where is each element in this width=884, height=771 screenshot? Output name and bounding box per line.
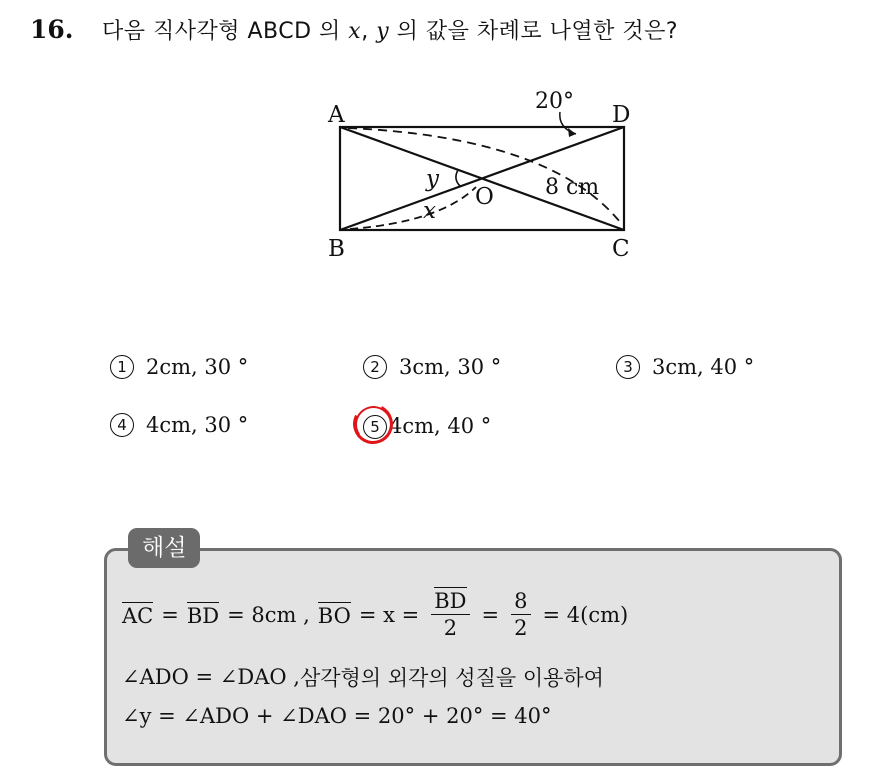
solution-line-3-math: ∠y = ∠ADO + ∠DAO = 20° + 20° = 40°: [122, 704, 552, 728]
eq-3: = x =: [358, 602, 420, 627]
choice-5-text: 4cm, 40 °: [389, 414, 492, 438]
solution-badge: 해설: [128, 528, 200, 568]
question-text-after: 의 값을 차례로 나열한 것은?: [389, 19, 679, 44]
choice-4-mark: 4: [110, 413, 134, 437]
solution-line-1: [122, 588, 636, 642]
choice-1[interactable]: [110, 355, 248, 379]
label-y: y: [426, 166, 439, 192]
choice-2[interactable]: [363, 355, 501, 379]
label-length-8cm: 8 cm: [545, 175, 600, 200]
solution-line-3: [122, 704, 552, 728]
eq-5: = 4(cm): [542, 602, 629, 627]
label-c: C: [612, 236, 630, 262]
angle-20-arrowhead: [568, 128, 576, 137]
label-angle-20: 20°: [535, 89, 574, 114]
question-var-y: y: [376, 19, 390, 44]
eq-4: =: [481, 602, 500, 627]
angle-y-arc: [456, 170, 460, 186]
label-x: x: [423, 198, 436, 224]
label-o: O: [475, 184, 494, 210]
fraction-bd-over-2: [431, 588, 469, 642]
angle-20-arrow: [560, 112, 576, 134]
label-d: D: [612, 102, 631, 128]
frac2-denominator: 2: [514, 616, 528, 641]
choice-3-text: 3cm, 40 °: [652, 355, 755, 379]
question-text-before: 다음 직사각형 ABCD 의: [102, 19, 349, 44]
choice-5[interactable]: [363, 413, 491, 439]
segment-bo: BO: [317, 603, 351, 628]
choice-4-text: 4cm, 30 °: [146, 413, 249, 437]
label-a: A: [328, 102, 345, 128]
dashed-arc-bo: [350, 187, 476, 229]
choice-3[interactable]: [616, 355, 754, 379]
question-header: [30, 14, 678, 50]
question-comma: ,: [361, 19, 377, 44]
rectangle-figure: [320, 82, 650, 272]
choice-5-mark-wrap: [363, 413, 399, 439]
choice-3-mark: 3: [616, 355, 640, 379]
frac1-denominator: 2: [443, 616, 458, 641]
choice-5-mark: 5: [363, 415, 387, 439]
solution-box: [104, 548, 842, 766]
choice-1-mark: 1: [110, 355, 134, 379]
solution-line-2-text: 삼각형의 외각의 성질을 이용하여: [299, 666, 604, 690]
solution-line-2: [122, 662, 604, 692]
choice-4[interactable]: [110, 413, 248, 437]
segment-ac: AC: [122, 603, 154, 628]
choice-2-mark: 2: [363, 355, 387, 379]
choice-2-text: 3cm, 30 °: [399, 355, 502, 379]
question-var-x: x: [348, 19, 362, 44]
eq-2: = 8cm ,: [227, 602, 310, 627]
choice-1-text: 2cm, 30 °: [146, 355, 249, 379]
label-b: B: [328, 236, 345, 262]
question-number: 16.: [30, 15, 74, 44]
segment-bd: BD: [186, 603, 220, 628]
eq-1: =: [161, 602, 179, 627]
frac1-numerator: BD: [434, 589, 467, 613]
frac2-numerator: 8: [511, 588, 530, 615]
solution-line-2-math: ∠ADO = ∠DAO ,: [122, 665, 300, 689]
fraction-8-over-2: [511, 588, 530, 642]
question-text: [102, 14, 678, 45]
